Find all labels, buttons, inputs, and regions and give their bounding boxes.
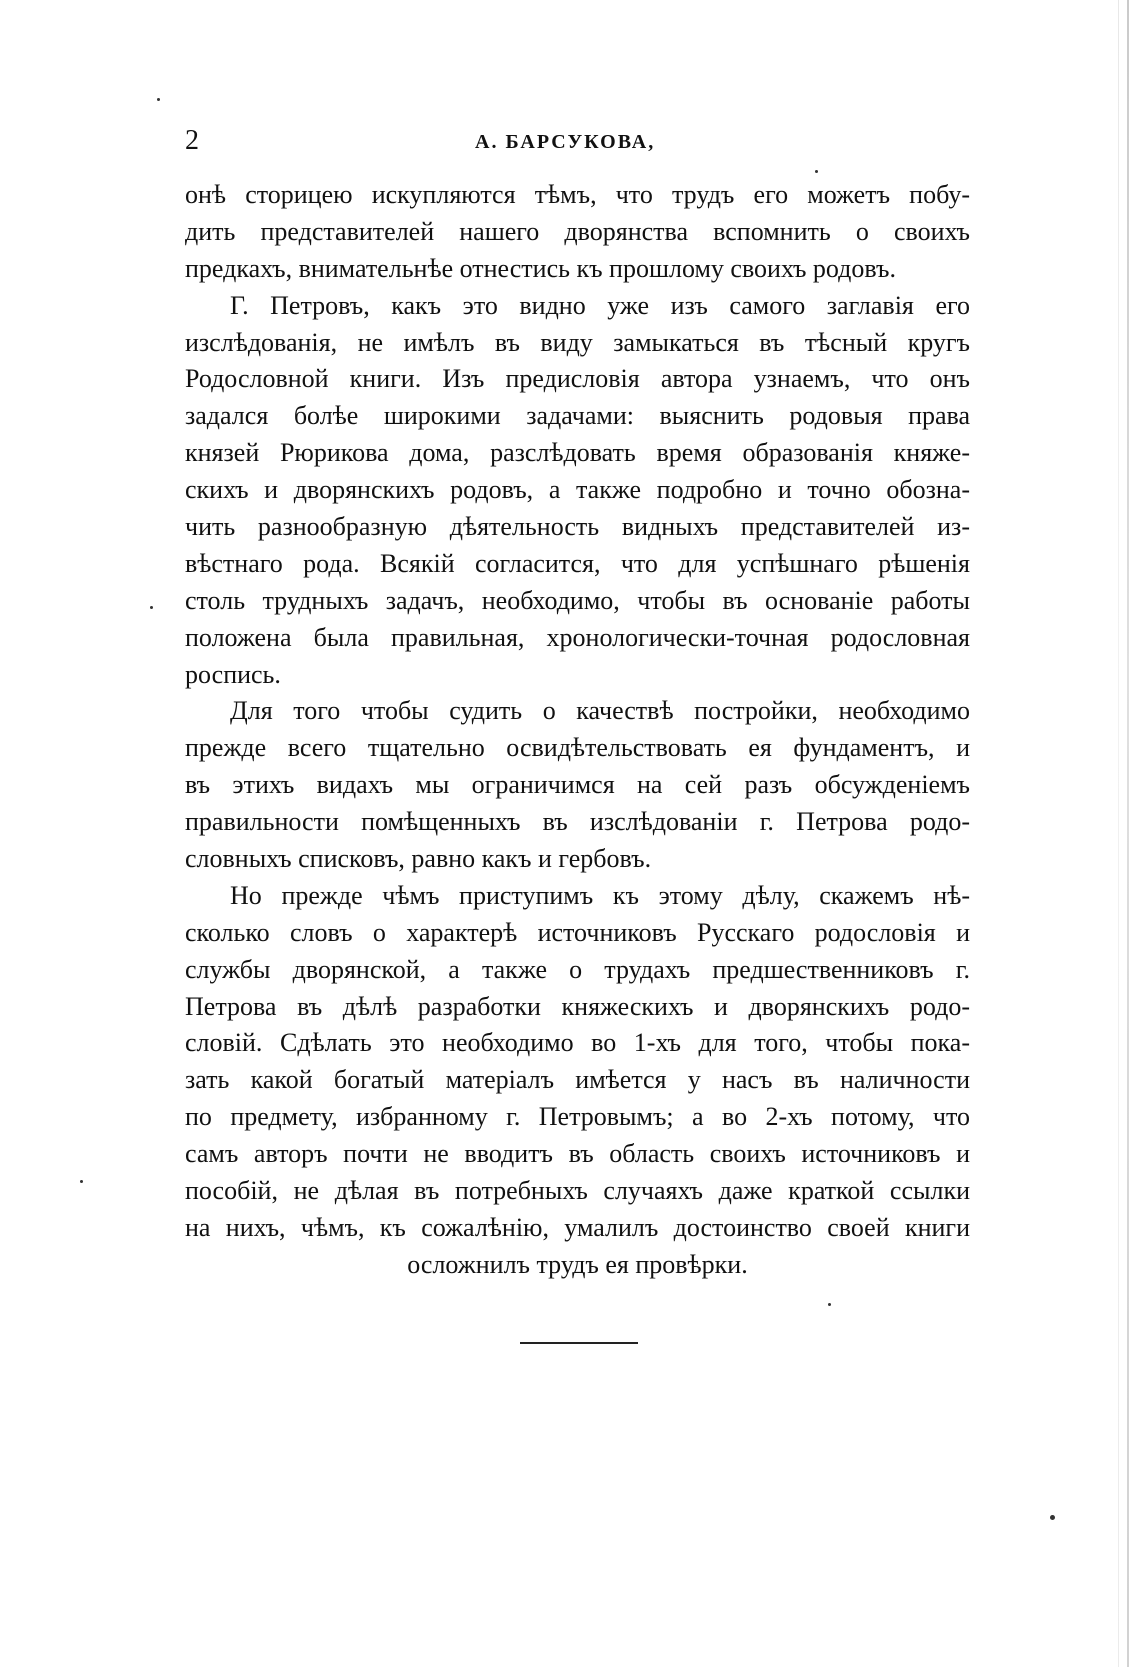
text-line: на нихъ, чѣмъ, къ сожалѣнію, умалилъ достоинство своей книги bbox=[185, 1212, 970, 1242]
body-text bbox=[185, 177, 970, 1284]
text-line: службы дворянской, а также о трудахъ предшественниковъ г. bbox=[185, 954, 970, 984]
text-line: по предмету, избранному г. Петровымъ; а во 2-хъ потому, что bbox=[185, 1102, 970, 1132]
text-line: осложнилъ трудъ ея провѣрки. bbox=[407, 1249, 748, 1279]
text-line: положена была правильная, хронологически-точная родословная bbox=[185, 622, 970, 652]
text-line: Но прежде чѣмъ приступимъ къ этому дѣлу, скажемъ нѣ- bbox=[230, 880, 970, 910]
scan-speck bbox=[157, 98, 160, 101]
text-line: князей Рюрикова дома, разслѣдовать время образованія княже- bbox=[185, 438, 970, 468]
text-line: вѣстнаго рода. Всякій согласится, что для успѣшнаго рѣшенія bbox=[185, 548, 970, 578]
text-line: онѣ сторицею искупляются тѣмъ, что трудъ его можетъ побу- bbox=[185, 180, 970, 209]
page-edge-shadow-secondary bbox=[1118, 0, 1119, 1667]
text-line: словныхъ списковъ, равно какъ и гербовъ. bbox=[185, 844, 652, 874]
section-end-rule bbox=[520, 1342, 638, 1344]
page-header bbox=[185, 124, 970, 164]
text-line: прежде всего тщательно освидѣтельствовать ея фундаментъ, и bbox=[185, 733, 970, 763]
scan-speck bbox=[80, 1180, 83, 1183]
scan-speck bbox=[815, 170, 818, 173]
text-line: сколько словъ о характерѣ источниковъ Русскаго родословія и bbox=[185, 917, 970, 947]
text-line: дить представителей нашего дворянства вспомнить о своихъ bbox=[185, 216, 970, 246]
text-line: роспись. bbox=[185, 659, 281, 689]
text-line: скихъ и дворянскихъ родовъ, а также подробно и точно обозна- bbox=[185, 475, 970, 505]
scan-speck bbox=[150, 606, 153, 609]
scan-speck bbox=[828, 1303, 831, 1306]
scan-speck bbox=[1050, 1515, 1055, 1520]
text-line: чить разнообразную дѣятельность видныхъ представителей из- bbox=[185, 512, 970, 542]
text-line: задался болѣе широкими задачами: выяснить родовыя права bbox=[185, 401, 970, 431]
text-line: Для того чтобы судить о качествѣ постройки, необходимо bbox=[230, 696, 970, 726]
text-line: самъ авторъ почти не вводитъ въ область своихъ источниковъ и bbox=[185, 1139, 970, 1169]
text-line: Г. Петровъ, какъ это видно уже изъ самого заглавія его bbox=[230, 290, 970, 320]
text-line: предкахъ, внимательнѣе отнестись къ прошлому своихъ родовъ. bbox=[185, 253, 896, 283]
text-line: Родословной книги. Изъ предисловія автора узнаемъ, что онъ bbox=[185, 364, 970, 394]
text-line: правильности помѣщенныхъ въ изслѣдованіи г. Петрова родо- bbox=[185, 807, 970, 837]
text-line: зать какой богатый матеріалъ имѣется у насъ въ наличности bbox=[185, 1065, 970, 1095]
text-line: словій. Сдѣлать это необходимо во 1-хъ для того, чтобы пока- bbox=[185, 1028, 970, 1058]
text-line: Петрова въ дѣлѣ разработки княжескихъ и дворянскихъ родо- bbox=[185, 991, 970, 1021]
text-line: столь трудныхъ задачъ, необходимо, чтобы въ основаніе работы bbox=[185, 585, 970, 615]
running-head: А. БАРСУКОВА, bbox=[475, 131, 656, 153]
text-line: въ этихъ видахъ мы ограничимся на сей разъ обсужденіемъ bbox=[185, 770, 970, 800]
text-line: изслѣдованія, не имѣлъ въ виду замыкаться въ тѣсный кругъ bbox=[185, 327, 970, 357]
page-edge-shadow bbox=[1127, 0, 1129, 1667]
page-number: 2 bbox=[185, 125, 199, 156]
text-line: пособій, не дѣлая въ потребныхъ случаяхъ даже краткой ссылки bbox=[185, 1176, 970, 1206]
